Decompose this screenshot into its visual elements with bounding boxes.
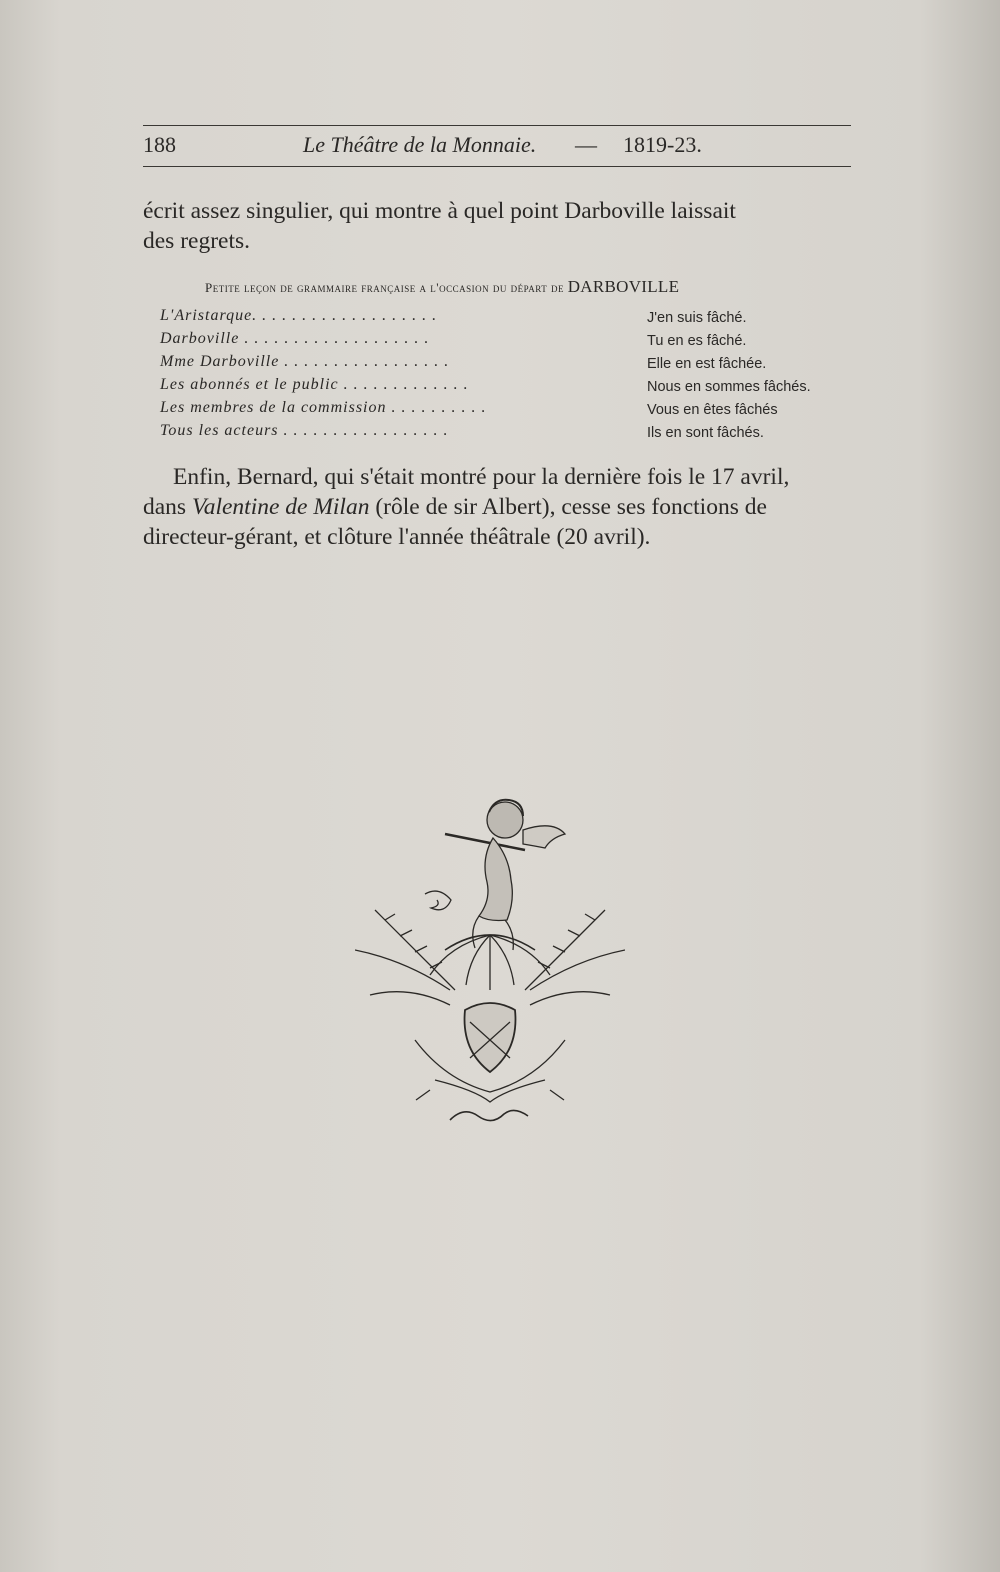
grammar-conjugation: Nous en sommes fâchés. <box>647 379 811 395</box>
grammar-row <box>160 399 840 422</box>
grammar-row <box>160 376 840 399</box>
closing-line-2 <box>143 492 851 522</box>
cherub-flute-vignette-icon <box>355 790 625 1140</box>
closing-line-1-text: Enfin, Bernard, qui s'était montré pour la dernière fois le 17 avril, <box>173 464 790 490</box>
grammar-row <box>160 330 840 353</box>
grammar-subject: Mme Darboville . . . . . . . . . . . . . . . . . <box>160 353 450 370</box>
head-rule <box>143 166 851 167</box>
running-title: Le Théâtre de la Monnaie. <box>303 132 537 157</box>
grammar-conjugation: Tu en es fâché. <box>647 333 747 349</box>
grammar-subject: Les membres de la commission . . . . . . . . . . <box>160 399 487 416</box>
grammar-conjugation: Ils en sont fâchés. <box>647 425 764 441</box>
intro-paragraph <box>143 196 851 256</box>
running-dash: — <box>575 132 597 157</box>
intro-line-2: des regrets. <box>143 228 251 254</box>
grammar-subject: L'Aristarque. . . . . . . . . . . . . . . . . . . <box>160 307 438 324</box>
grammar-row <box>160 353 840 376</box>
intro-line-1: écrit assez singulier, qui montre à quel point Darboville laissait <box>143 198 736 224</box>
grammar-subject: Les abonnés et le public . . . . . . . . . . . . . <box>160 376 469 393</box>
grammar-heading <box>205 277 845 297</box>
grammar-heading-name: DARBOVILLE <box>567 277 680 296</box>
closing-line-2-a: dans <box>143 494 192 520</box>
running-years: 1819-23. <box>623 132 702 157</box>
grammar-subject: Darboville . . . . . . . . . . . . . . . . . . . <box>160 330 430 347</box>
grammar-table <box>160 307 840 445</box>
play-title: Valentine de Milan <box>191 494 370 520</box>
grammar-subject: Tous les acteurs . . . . . . . . . . . . . . . . . <box>160 422 449 439</box>
page-number: 188 <box>143 132 176 157</box>
closing-paragraph <box>143 462 851 552</box>
grammar-row <box>160 422 840 445</box>
closing-line-2-b: (rôle de sir Albert), cesse ses fonctions de <box>369 494 767 520</box>
closing-line-3: directeur-gérant, et clôture l'année théâtrale (20 avril). <box>143 524 651 550</box>
running-head <box>143 132 851 162</box>
grammar-row <box>160 307 840 330</box>
closing-line-1 <box>143 462 851 492</box>
grammar-conjugation: Elle en est fâchée. <box>647 356 767 372</box>
grammar-conjugation: Vous en êtes fâchés <box>647 402 778 418</box>
grammar-heading-text: Petite leçon de grammaire française a l'occasion du départ de <box>205 280 564 295</box>
grammar-conjugation: J'en suis fâché. <box>647 310 747 326</box>
top-rule <box>143 125 851 126</box>
